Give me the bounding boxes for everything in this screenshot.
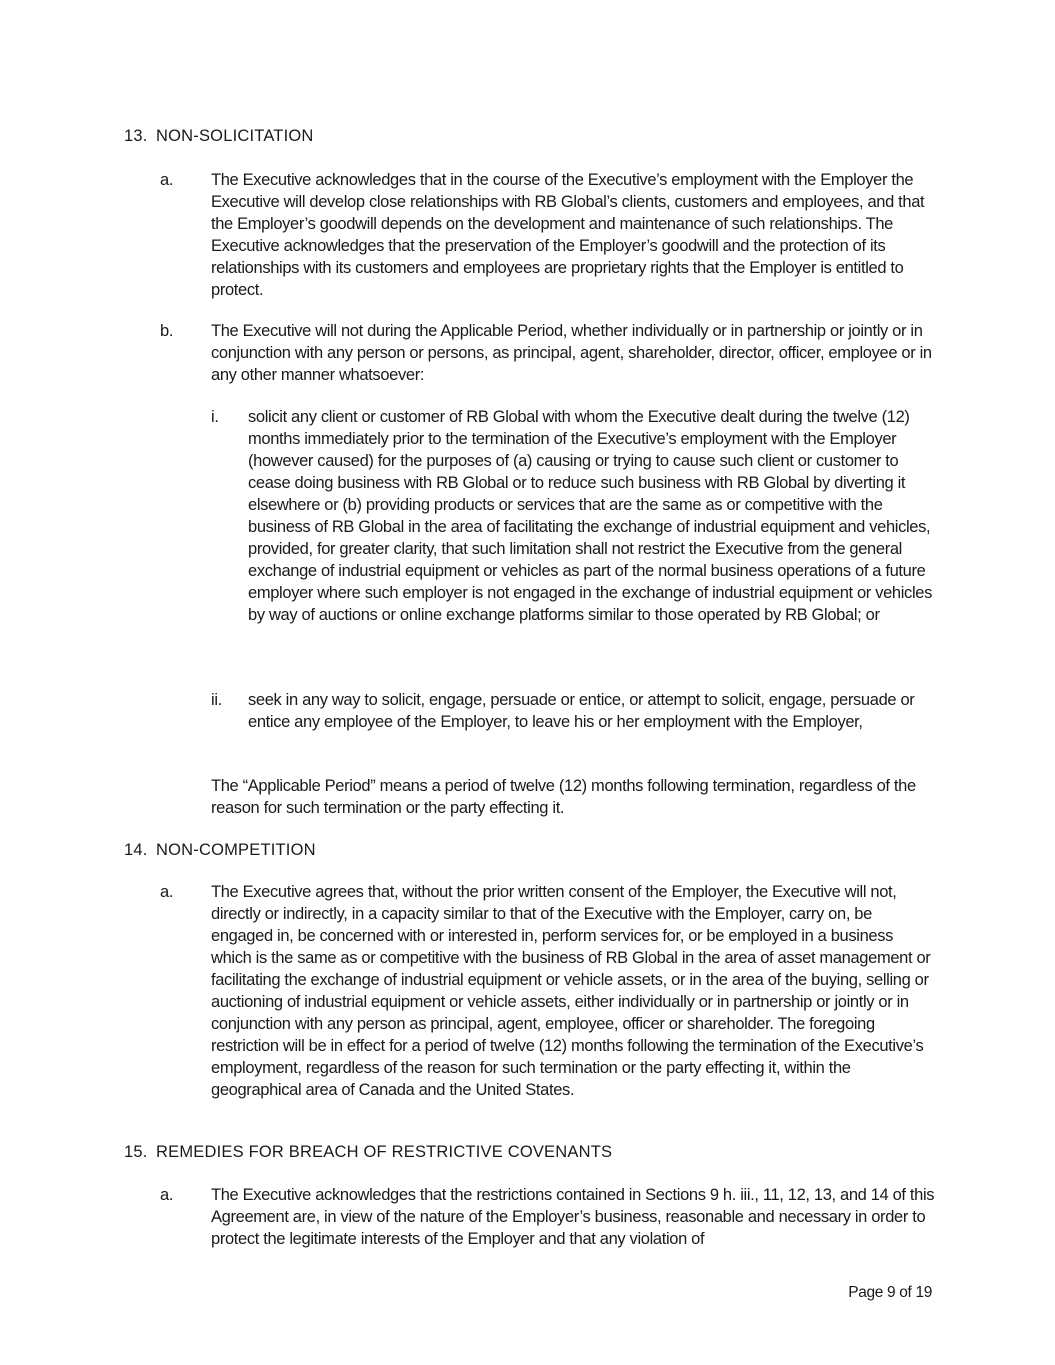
page-number: Page 9 of 19 [848,1284,932,1301]
subitem-marker: ii. [211,691,222,709]
applicable-period-definition: The “Applicable Period” means a period of twelve (12) months following termination, regardless of the reason for such termination or the party effecting it. [211,777,916,817]
section-title: NON-COMPETITION [156,841,316,859]
section-number: 14. [124,841,148,859]
section-title: REMEDIES FOR BREACH OF RESTRICTIVE COVENANTS [156,1143,613,1161]
section-number: 15. [124,1143,148,1161]
paragraph: The Executive agrees that, without the prior written consent of the Employer, the Executive will not, directly or indirectly, in a capacity similar to that of the Executive with the Employer, carry on, be engaged in, be concerned with or interested in, perform services for, or be employed in a business which is the same as or competitive with the business of RB Global in the area of asset management or facilitating the exchange of industrial equipment or vehicle assets, or in the area of the buying, selling or auctioning of industrial equipment or vehicle assets, either individually or in partnership or jointly or in conjunction with any person as principal, agent, employee, officer or shareholder. The foregoing restriction will be in effect for a period of twelve (12) months following the termination of the Executive’s employment, regardless of the reason for such termination or the party effecting it, within the geographical area of Canada and the United States. [211,883,931,1099]
item-marker: b. [160,322,174,340]
item-marker: a. [160,883,174,901]
item-marker: a. [160,171,174,189]
paragraph: solicit any client or customer of RB Global with whom the Executive dealt during the twelve (12) months immediately prior to the termination of the Executive’s employment with the Employer (however caused) for the purposes of (a) causing or trying to cause such client or customer to cease doing business with RB Global or to reduce such business with RB Global by diverting it elsewhere or (b) providing products or services that are the same as or competitive with the business of RB Global in the area of facilitating the exchange of industrial equipment and vehicles, provided, for greater clarity, that such limitation shall not restrict the Executive from the general exchange of industrial equipment or vehicles as part of the normal business operations of a future employer where such employer is not engaged in the exchange of industrial equipment or vehicles by way of auctions or online exchange platforms similar to those operated by RB Global; or [248,408,933,624]
section-14-heading [124,839,316,861]
paragraph: The Executive acknowledges that the restrictions contained in Sections 9 h. iii., 11, 12, 13, and 14 of this Agreement are, in view of the nature of the Employer’s business, reasonable and necessary in order to protect the legitimate interests of the Employer and that any violation of [211,1186,935,1248]
section-number: 13. [124,127,148,145]
paragraph: The Executive acknowledges that in the course of the Executive’s employment with the Employer the Executive will develop close relationships with RB Global’s clients, customers and employees, and that the Employer’s goodwill depends on the development and maintenance of such relationships. The Executive acknowledges that the preservation of the Employer’s goodwill and the protection of its relationships with its customers and employees are proprietary rights that the Employer is entitled to protect. [211,171,925,299]
paragraph: seek in any way to solicit, engage, persuade or entice, or attempt to solicit, engage, persuade or entice any employee of the Employer, to leave his or her employment with the Employer, [248,691,915,731]
section-13-heading [124,125,314,147]
section-title: NON-SOLICITATION [156,127,314,145]
item-marker: a. [160,1186,174,1204]
subitem-marker: i. [211,408,219,426]
paragraph: The Executive will not during the Applicable Period, whether individually or in partnership or jointly or in conjunction with any person or persons, as principal, agent, shareholder, director, officer, employee or in any other manner whatsoever: [211,322,932,384]
section-15-heading [124,1141,612,1163]
